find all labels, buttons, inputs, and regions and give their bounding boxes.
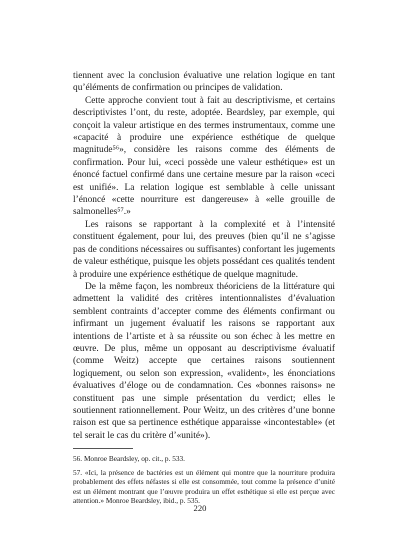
paragraph: Les raisons se rapportant à la complexité et à l’intensité constituent également, pour lui, des preuves (bien qu’il ne s’agisse pas de conditions nécessaires ou suffisantes) confortant les jugements de valeur esthétique, puisque les objets possédant ces qualités tendent à produire une expérience esthétique de quelque magnitude. <box>73 219 335 280</box>
footnote-separator <box>73 448 133 449</box>
paragraph: Cette approche convient tout à fait au descriptivisme, et certains descriptivistes l’ont, du reste, adoptée. Beardsley, par exemple, qui conçoit la valeur artistique en des termes instrumentaux, comme une «capacité à produire une expérience esthétique de quelque magnitude⁵⁶», considère les raisons comme des éléments de confirmation. Pour lui, «ceci possède une valeur esthétique» est un énoncé factuel confirmé dans une certaine mesure par la raison «ceci est unifié». La relation logique est semblable à celle unissant l’énoncé «cette nourriture est dangereuse» à «elle grouille de salmonelles⁵⁷.» <box>73 95 335 218</box>
paragraph: tiennent avec la conclusion évaluative une relation logique en tant qu’éléments de confirmation ou principes de validation. <box>73 71 335 94</box>
footnote-57: 57. «Ici, la présence de bactéries est un élément qui montre que la nourriture produira probablement des effets néfastes si elle est consommée, tout comme la présence d’unité est un élément montrant que l’œuvre produira un effet esthétique si elle est perçue avec attention.» Monroe Beardsley, ibid., p. 535. <box>73 467 335 506</box>
footnote-56: 56. Monroe Beardsley, op. cit., p. 533. <box>73 454 186 463</box>
footnotes <box>73 448 335 506</box>
paragraph: De la même façon, les nombreux théoriciens de la littérature qui admettent la validité des critères intentionnalistes d’évaluation semblent contraints d’accepter comme des éléments confirmant ou infirmant un jugement évaluatif les raisons se rapportant aux intentions de l’artiste et à sa réussite ou son échec à les mettre en œuvre. De plus, même un opposant au descriptivisme évaluatif (comme Weitz) accepte que certaines raisons soutiennent logiquement, ou selon son expression, «valident», les énonciations évaluatives d’éloge ou de condamnation. Ces «bonnes raisons» ne constituent pas une simple présentation du verdict; elles le soutiennent rationnellement. Pour Weitz, un des critères d’une bonne raison est que sa pertinence esthétique apparaisse «incontestable» (et tel serait le cas du critère d’«unité»). <box>73 281 335 441</box>
page-number: 220 <box>193 503 207 513</box>
body-text <box>73 70 335 442</box>
